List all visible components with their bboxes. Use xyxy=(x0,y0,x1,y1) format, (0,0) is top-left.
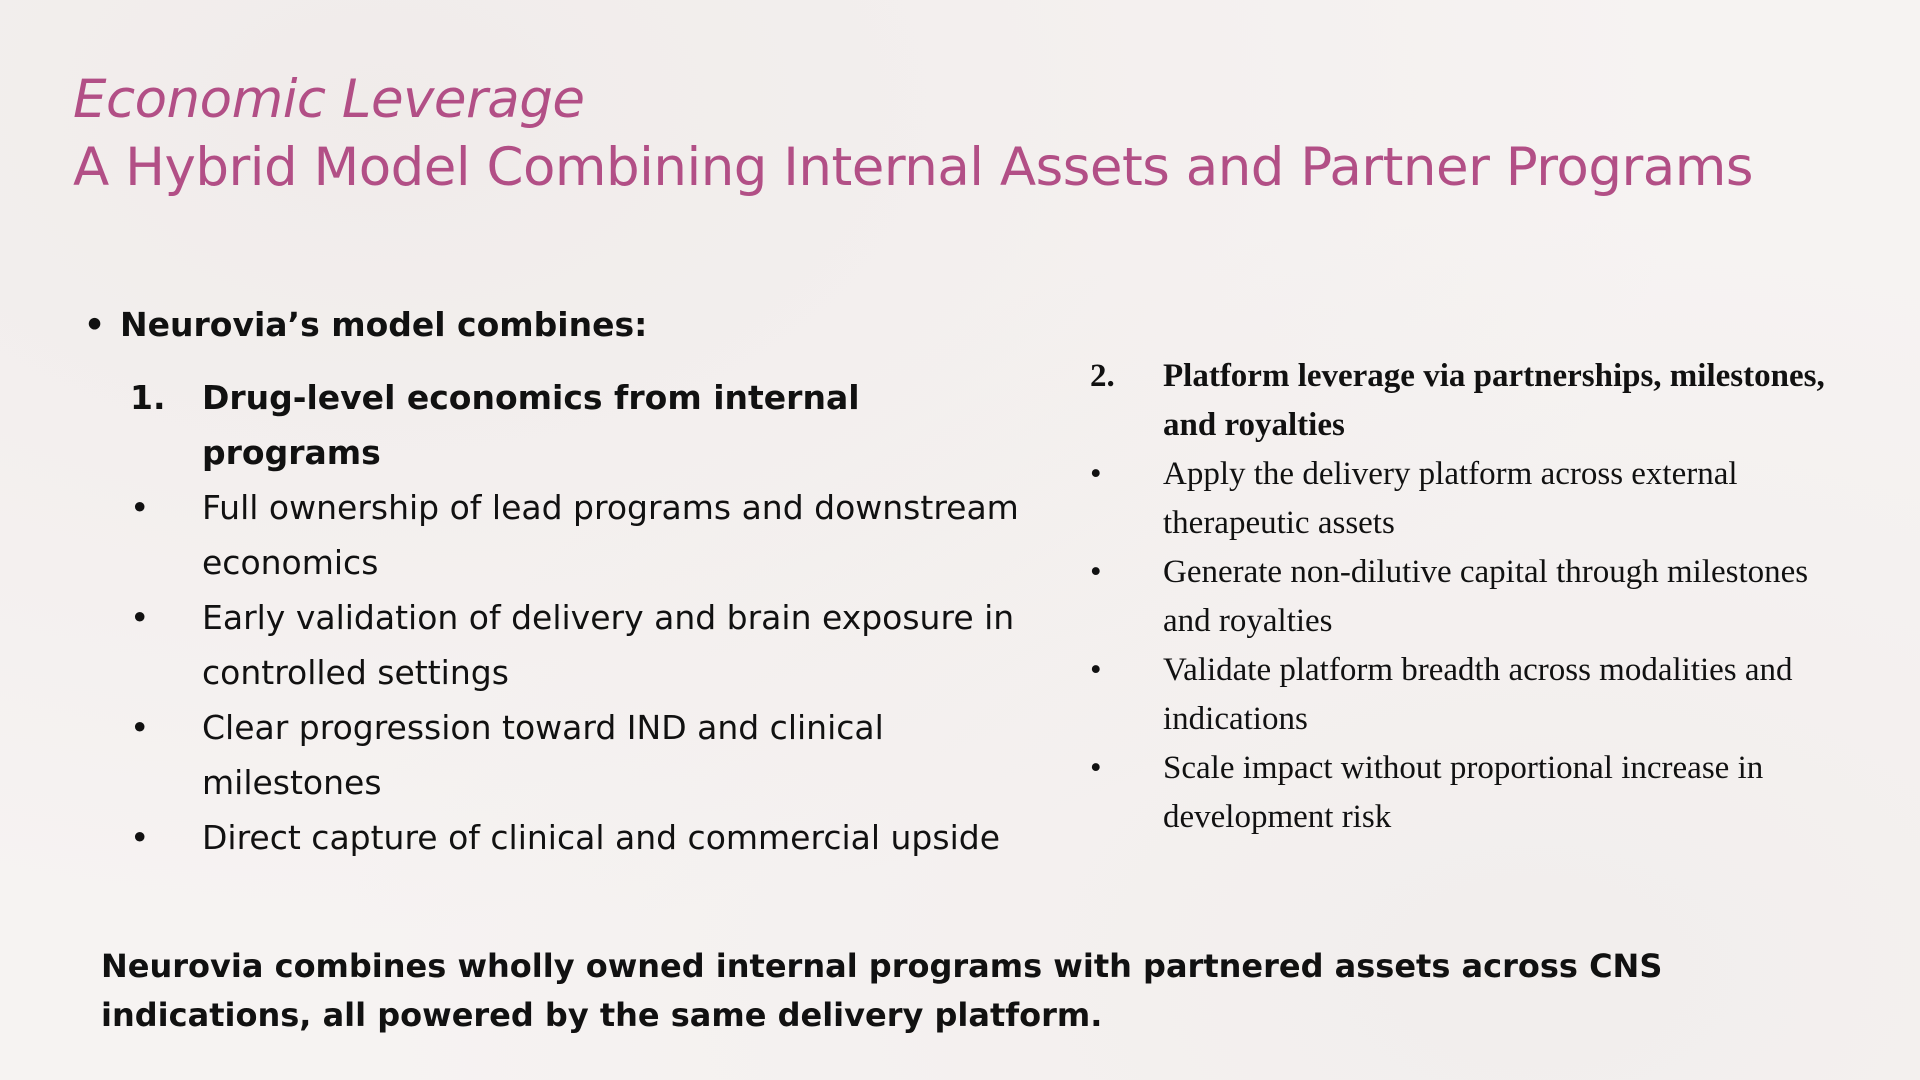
title-line-1: Economic Leverage xyxy=(73,69,585,130)
slide-title xyxy=(73,66,1873,202)
title-line-2: A Hybrid Model Combining Internal Assets and Partner Programs xyxy=(73,137,1753,198)
bullet-icon: • xyxy=(130,818,150,857)
list-item-text: Apply the delivery platform across external therapeutic assets xyxy=(1163,456,1738,541)
list-item-text: Direct capture of clinical and commercial upside xyxy=(202,818,1000,857)
bullet-icon: • xyxy=(1090,456,1102,492)
list-item xyxy=(1090,450,1860,548)
right-list xyxy=(1090,450,1860,842)
list-item xyxy=(130,480,1030,590)
left-heading-text: Drug-level economics from internal programs xyxy=(202,378,860,472)
right-heading-text: Platform leverage via partnerships, milestones, and royalties xyxy=(1163,358,1825,443)
left-list xyxy=(130,480,1030,865)
left-column xyxy=(130,370,1030,865)
right-heading-number: 2. xyxy=(1090,358,1115,394)
right-column xyxy=(1090,352,1860,842)
list-item-text: Full ownership of lead programs and downstream economics xyxy=(202,488,1019,582)
list-item xyxy=(130,700,1030,810)
list-item-text: Early validation of delivery and brain exposure in controlled settings xyxy=(202,598,1015,692)
left-heading xyxy=(130,370,1030,480)
list-item xyxy=(1090,744,1860,842)
list-item xyxy=(1090,548,1860,646)
list-item-text: Generate non-dilutive capital through milestones and royalties xyxy=(1163,554,1809,639)
list-item xyxy=(130,810,1030,865)
list-item-text: Scale impact without proportional increase in development risk xyxy=(1163,750,1764,835)
list-item xyxy=(130,590,1030,700)
intro-text: Neurovia’s model combines: xyxy=(120,305,648,344)
list-item-text: Clear progression toward IND and clinical milestones xyxy=(202,708,884,802)
bullet-icon: • xyxy=(130,598,150,637)
left-heading-number: 1. xyxy=(130,378,166,417)
right-heading xyxy=(1090,352,1860,450)
bullet-icon: • xyxy=(1090,750,1102,786)
list-item-text: Validate platform breadth across modalities and indications xyxy=(1163,652,1793,737)
intro-bullet xyxy=(84,302,647,348)
bullet-icon: • xyxy=(1090,652,1102,688)
bullet-icon: • xyxy=(84,305,106,344)
bullet-icon: • xyxy=(1090,554,1102,590)
footer-summary: Neurovia combines wholly owned internal programs with partnered assets across CNS indications, all powered by the same delivery platform. xyxy=(101,947,1663,1034)
bullet-icon: • xyxy=(130,488,150,527)
bullet-icon: • xyxy=(130,708,150,747)
list-item xyxy=(1090,646,1860,744)
